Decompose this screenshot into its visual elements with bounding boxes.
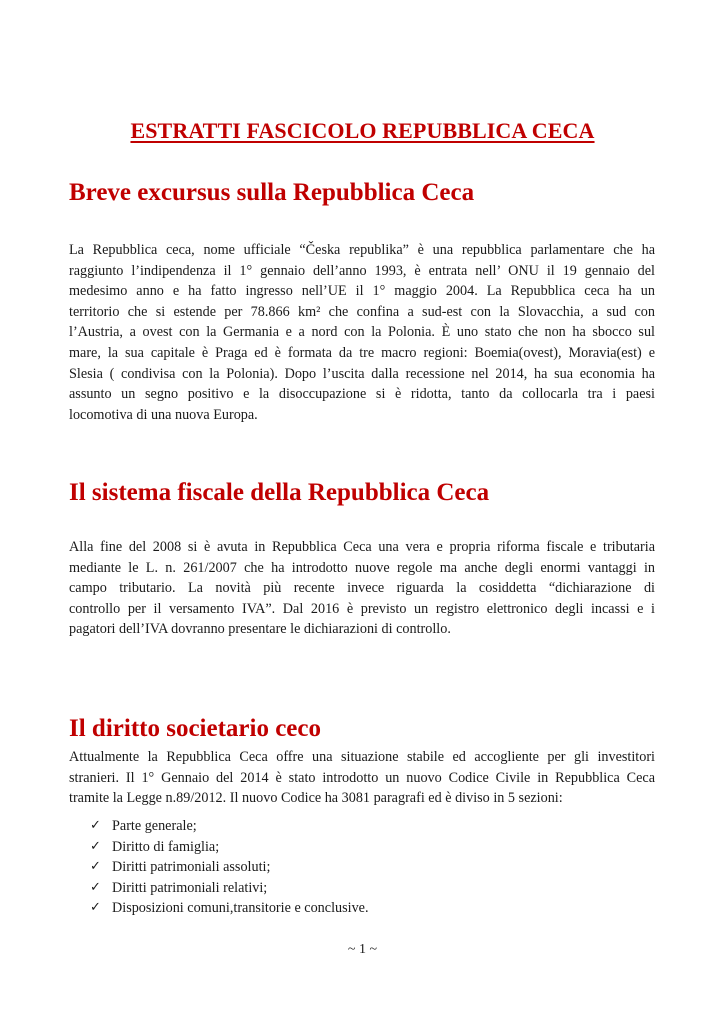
- checkmark-icon: ✓: [90, 859, 101, 875]
- section-heading-excursus: Breve excursus sulla Repubblica Ceca: [69, 179, 475, 206]
- civil-code-sections-list: [90, 816, 369, 919]
- list-item: [90, 898, 369, 919]
- paragraph-line: mare, la sua capitale è Praga ed è formata da tre macro regioni: Boemia(ovest), Moravia(est) e: [69, 344, 655, 361]
- paragraph-line: stranieri. Il 1° Gennaio del 2014 è stato introdotto un nuovo Codice Civile in Repubblica Ceca: [69, 769, 655, 786]
- list-item: [90, 878, 369, 899]
- page-number: ~ 1 ~: [347, 942, 378, 957]
- paragraph-line: controllo per il versamento IVA”. Dal 2016 è previsto un registro elettronico degli incassi e i: [69, 600, 655, 617]
- paragraph-line: medesimo anno e ha fatto ingresso nell’UE il 1° maggio 2004. La Repubblica ceca ha un: [69, 283, 655, 300]
- paragraph-line: locomotiva di una nuova Europa.: [69, 406, 258, 423]
- list-item-text: Diritti patrimoniali relativi;: [112, 879, 268, 896]
- paragraph-line: mediante le L. n. 261/2007 che ha introdotto nuove regole ma anche degli enormi vantaggi in: [69, 559, 655, 576]
- section-paragraph-corporate-law: [69, 747, 655, 809]
- section-paragraph-excursus: [69, 240, 655, 425]
- list-item-text: Disposizioni comuni,transitorie e conclusive.: [112, 900, 369, 917]
- paragraph-line: pagatori dell’IVA dovranno presentare le dichiarazioni di controllo.: [69, 621, 451, 638]
- document-title: ESTRATTI FASCICOLO REPUBBLICA CECA: [130, 118, 595, 143]
- checkmark-icon: ✓: [90, 838, 101, 854]
- paragraph-line: tramite la Legge n.89/2012. Il nuovo Codice ha 3081 paragrafi ed è diviso in 5 sezioni:: [69, 790, 563, 807]
- paragraph-line: l’Austria, a ovest con la Germania e a nord con la Polonia. È uno stato che non ha sbocco sul: [69, 324, 655, 341]
- section-heading-fiscal: Il sistema fiscale della Repubblica Ceca: [69, 479, 490, 506]
- paragraph-line: assunto un segno positivo e la disoccupazione si è ridotta, tanto da collocarla tra i paesi: [69, 386, 655, 403]
- paragraph-line: raggiunto l’indipendenza il 1° gennaio dell’anno 1993, è entrata nell’ ONU il 19 gennaio del: [69, 262, 655, 279]
- paragraph-line: Alla fine del 2008 si è avuta in Repubblica Ceca una vera e propria riforma fiscale e tributaria: [69, 539, 655, 555]
- checkmark-icon: ✓: [90, 900, 101, 916]
- paragraph-line: La Repubblica ceca, nome ufficiale “Česka republika” è una repubblica parlamentare che ha: [69, 242, 655, 258]
- section-heading-corporate-law: Il diritto societario ceco: [69, 715, 321, 742]
- list-item: [90, 816, 369, 837]
- list-item-text: Diritto di famiglia;: [112, 838, 220, 855]
- paragraph-line: Slesia ( condivisa con la Polonia). Dopo l’uscita dalla recessione nel 2014, ha sua economia ha: [69, 365, 655, 382]
- list-item: [90, 837, 369, 858]
- paragraph-line: Attualmente la Repubblica Ceca offre una situazione stabile ed accogliente per gli investitori: [69, 749, 655, 765]
- paragraph-line: territorio che si estende per 78.866 km² che confina a sud-est con la Slovacchia, a sud con: [69, 303, 655, 320]
- checkmark-icon: ✓: [90, 879, 101, 895]
- paragraph-line: campo tributario. La novità più recente invece riguarda la cosiddetta “dichiarazione di: [69, 580, 655, 597]
- checkmark-icon: ✓: [90, 818, 101, 833]
- list-item-text: Parte generale;: [112, 818, 197, 834]
- section-paragraph-fiscal: [69, 537, 655, 640]
- list-item: [90, 857, 369, 878]
- list-item-text: Diritti patrimoniali assoluti;: [112, 859, 271, 876]
